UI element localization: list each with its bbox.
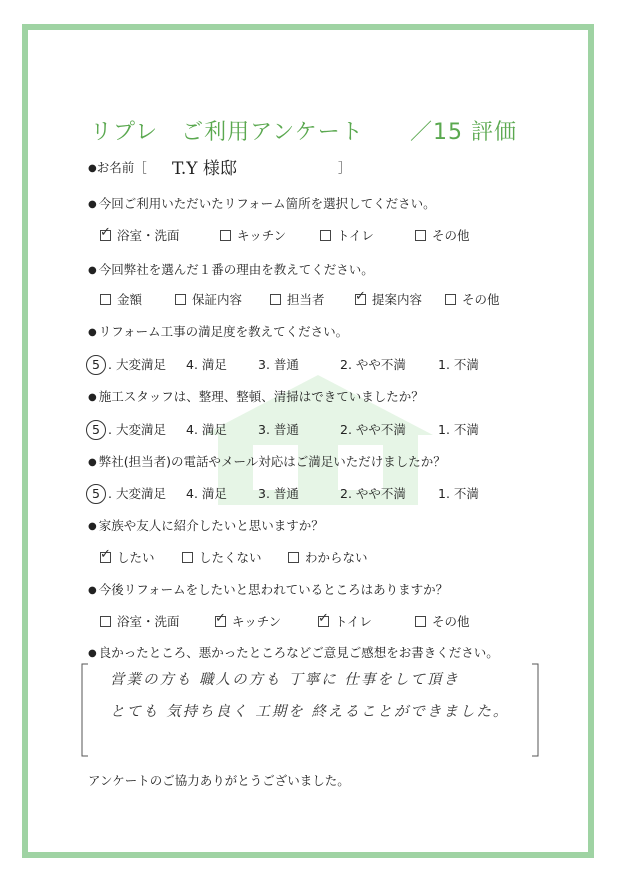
q2-option-proposal[interactable]: ✓ 提案内容 [355,290,422,308]
rating-1[interactable]: 1. 不満 [438,357,479,372]
q7-option-toilet[interactable]: ✓ トイレ [318,612,372,630]
question-8: ● 良かったところ、悪かったところなどご意見ご感想をお書きください。 [88,643,499,661]
rating-4[interactable]: 4. 満足 [186,357,227,372]
rating-3[interactable]: 3. 普通 [258,422,299,437]
checkbox-icon[interactable] [100,294,111,305]
checkbox-icon[interactable] [100,616,111,627]
comment-line-1[interactable]: 営業の方も 職人の方も 丁寧に 仕事をして頂き [110,672,460,688]
rating-1[interactable]: 1. 不満 [438,422,479,437]
checkbox-icon[interactable] [270,294,281,305]
checkbox-icon[interactable] [318,616,329,627]
selected-circle-icon: 5 [86,484,106,504]
question-3: ● リフォーム工事の満足度を教えてください。 [88,322,348,340]
q6-option-unsure[interactable]: わからない [288,548,368,566]
name-close-bracket: ］ [338,160,351,175]
q6-option-no[interactable]: したくない [182,548,262,566]
question-5: ● 弊社(担当者)の電話やメール対応はご満足いただけましたか？ [88,452,446,470]
checkbox-icon[interactable] [288,552,299,563]
question-7: ● 今後リフォームをしたいと思われているところはありますか？ [88,580,448,598]
score-label: ／15 評価 [410,120,517,145]
rating-4[interactable]: 4. 満足 [186,486,227,501]
checkbox-icon[interactable] [415,616,426,627]
selected-circle-icon: 5 [86,355,106,375]
checkbox-icon[interactable] [215,616,226,627]
rating-5[interactable]: 5 . 大変満足 [88,420,166,440]
q1-option-bath[interactable]: ✓浴室・洗面 [100,226,180,244]
q1-option-kitchen[interactable]: キッチン [220,226,286,244]
checkbox-icon[interactable] [182,552,193,563]
survey-title [90,115,517,146]
thanks-message: アンケートのご協力ありがとうございました。 [88,773,350,788]
q2-option-price[interactable]: 金額 [100,290,142,308]
q7-option-bath[interactable]: 浴室・洗面 [100,612,180,630]
name-label: お名前［ [96,160,147,175]
checkbox-icon[interactable] [100,230,111,241]
checkbox-icon[interactable] [220,230,231,241]
q2-option-other[interactable]: その他 [445,290,500,308]
checkbox-icon[interactable] [415,230,426,241]
checkbox-icon[interactable] [445,294,456,305]
question-6: ● 家族や友人に紹介したいと思いますか？ [88,516,324,534]
q7-option-kitchen[interactable]: ✓ キッチン [215,612,281,630]
rating-3[interactable]: 3. 普通 [258,357,299,372]
checkbox-icon[interactable] [320,230,331,241]
q6-option-yes[interactable]: ✓したい [100,548,155,566]
q2-option-staff[interactable]: 担当者 [270,290,325,308]
question-1: ● 今回ご利用いただいたリフォーム箇所を選択してください。 [88,194,436,212]
question-2: ● 今回弊社を選んだ１番の理由を教えてください。 [88,260,374,278]
rating-5[interactable]: 5 . 大変満足 [88,355,166,375]
name-row: ●お名前［ T.Y 様邸 ］ [88,158,147,176]
rating-1[interactable]: 1. 不満 [438,486,479,501]
rating-3[interactable]: 3. 普通 [258,486,299,501]
rating-2[interactable]: 2. やや不満 [340,486,406,501]
q1-option-other[interactable]: その他 [415,226,470,244]
comment-line-2[interactable]: とても 気持ち良く 工期を 終えることができました。 [110,704,510,720]
question-4: ● 施工スタッフは、整理、整頓、清掃はできていましたか？ [88,387,424,405]
q1-option-toilet[interactable]: トイレ [320,226,374,244]
title-text: リプレ ご利用アンケート [90,120,364,145]
selected-circle-icon: 5 [86,420,106,440]
rating-2[interactable]: 2. やや不満 [340,357,406,372]
checkbox-icon[interactable] [100,552,111,563]
rating-2[interactable]: 2. やや不満 [340,422,406,437]
rating-5[interactable]: 5 . 大変満足 [88,484,166,504]
name-value[interactable]: T.Y 様邸 [172,159,237,179]
checkbox-icon[interactable] [355,294,366,305]
q2-option-warranty[interactable]: 保証内容 [175,290,242,308]
rating-4[interactable]: 4. 満足 [186,422,227,437]
q7-option-other[interactable]: その他 [415,612,470,630]
checkbox-icon[interactable] [175,294,186,305]
